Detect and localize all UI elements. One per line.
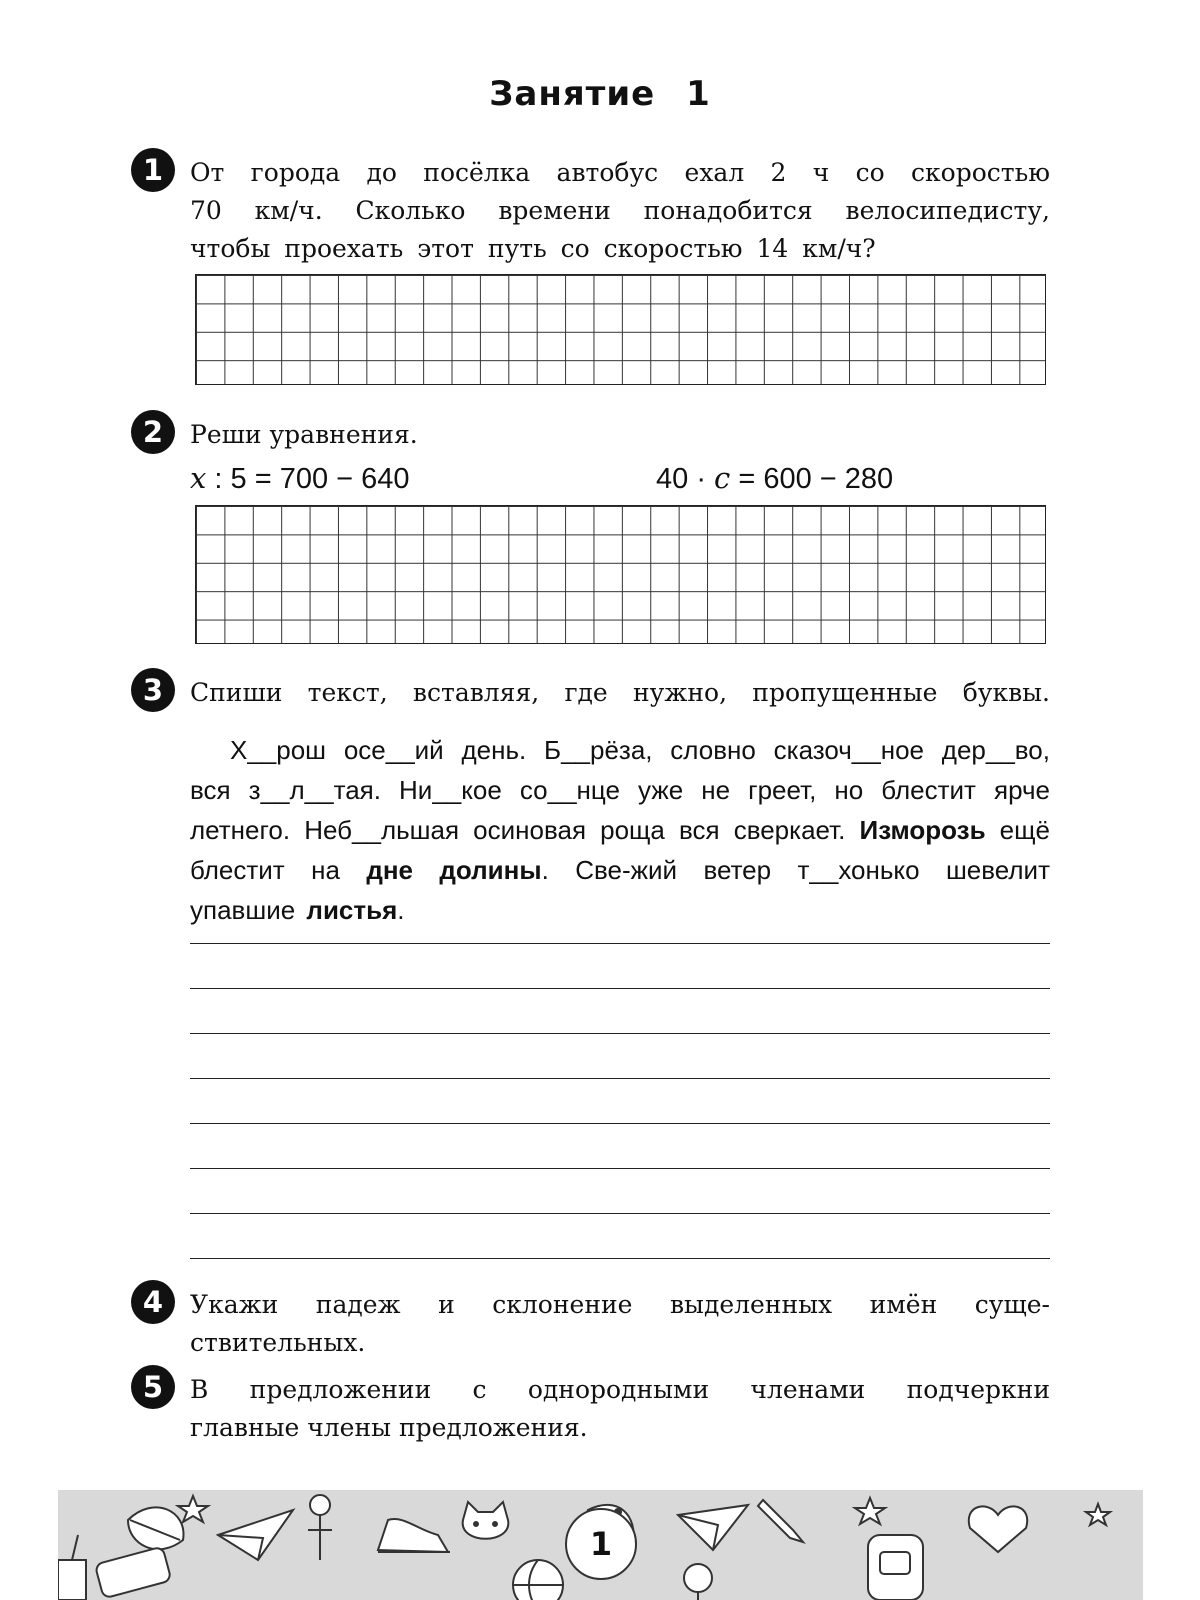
equation-2	[656, 460, 893, 497]
equation-1-variable: x	[190, 461, 207, 495]
writing-line[interactable]	[190, 1123, 1050, 1124]
writing-line[interactable]	[190, 1168, 1050, 1169]
task-1-line-3: чтобы проехать этот путь со скоростью 14 км/ч?	[190, 234, 876, 263]
writing-line[interactable]	[190, 1078, 1050, 1079]
task-4-text	[190, 1286, 1050, 1362]
sneaker-icon	[378, 1519, 450, 1552]
writing-line[interactable]	[190, 943, 1050, 944]
equation-1	[190, 460, 410, 497]
task-1-line-1: От города до посёлка автобус ехал 2 ч со скоростью	[190, 158, 1050, 187]
task-5-text	[190, 1371, 1050, 1447]
star-icon	[855, 1498, 885, 1524]
globe-icon	[513, 1560, 563, 1600]
star-icon	[1086, 1504, 1110, 1525]
writing-line[interactable]	[190, 988, 1050, 989]
pencil-icon	[758, 1500, 803, 1542]
page-number: 1	[565, 1508, 637, 1580]
task-2-text: Реши уравнения.	[190, 420, 418, 449]
task-4-line-1: Укажи падеж и склонение выделенных имён суще-	[190, 1290, 1050, 1319]
eraser-icon	[95, 1547, 172, 1599]
leaf-icon	[128, 1507, 183, 1549]
writing-line[interactable]	[190, 1258, 1050, 1259]
story-bold-2: дне долины	[366, 855, 542, 885]
writing-line[interactable]	[190, 1213, 1050, 1214]
task-2-answer-grid[interactable]	[195, 505, 1046, 644]
task-3-number: 3	[131, 668, 175, 712]
task-1-answer-grid[interactable]	[195, 274, 1046, 385]
lollipop-icon	[684, 1564, 712, 1600]
task-1-text	[190, 154, 1050, 268]
task-5-line-2: главные члены предложения.	[190, 1413, 588, 1442]
task-1-number: 1	[131, 148, 175, 192]
story-bold-1: Изморозь	[859, 815, 986, 845]
writing-line[interactable]	[190, 1033, 1050, 1034]
task-3-text: Спиши текст, вставляя, где нужно, пропущенные буквы.	[190, 678, 1050, 707]
star-icon	[178, 1496, 208, 1522]
equation-1-rest: : 5 = 700 − 640	[206, 463, 410, 495]
task-5-line-1: В предложении с однородными членами подчеркни	[190, 1375, 1050, 1404]
task-5-number: 5	[131, 1365, 175, 1409]
task-4-line-2: ствительных.	[190, 1328, 366, 1357]
task-1-line-2: 70 км/ч. Сколько времени понадобится велосипедисту,	[190, 196, 1050, 225]
juice-box-icon	[58, 1535, 86, 1600]
task-4-number: 4	[131, 1280, 175, 1324]
story-part-3: . Све-жий ветер т__хонько шевелит упавшие	[190, 855, 1050, 925]
paper-plane-icon	[678, 1505, 748, 1550]
story-part-1: Х__рош осе__ий день. Б__рёза, словно сказоч__ное дер__во, вся з__л__тая. Ни__кое со__нце уже не греет, но блестит ярче летнего. Неб__льшая осиновая роща вся сверкает.	[190, 735, 1050, 845]
task-3-story	[190, 730, 1050, 930]
task-2-number: 2	[131, 410, 175, 454]
pushpin-icon	[308, 1495, 332, 1560]
story-part-2: ещё блестит на	[190, 815, 1050, 885]
story-bold-3: листья	[306, 895, 398, 925]
page-title: Занятие 1	[489, 74, 711, 114]
equation-2-rest: = 600 − 280	[730, 463, 894, 495]
equation-2-lead: 40 ·	[656, 463, 715, 495]
equation-2-variable: c	[714, 461, 731, 495]
paper-plane-icon	[218, 1510, 293, 1560]
backpack-icon	[868, 1535, 923, 1600]
story-part-4: .	[397, 895, 405, 925]
cat-icon	[463, 1502, 509, 1539]
story-paragraph	[190, 730, 1050, 930]
heart-icon	[969, 1506, 1027, 1552]
